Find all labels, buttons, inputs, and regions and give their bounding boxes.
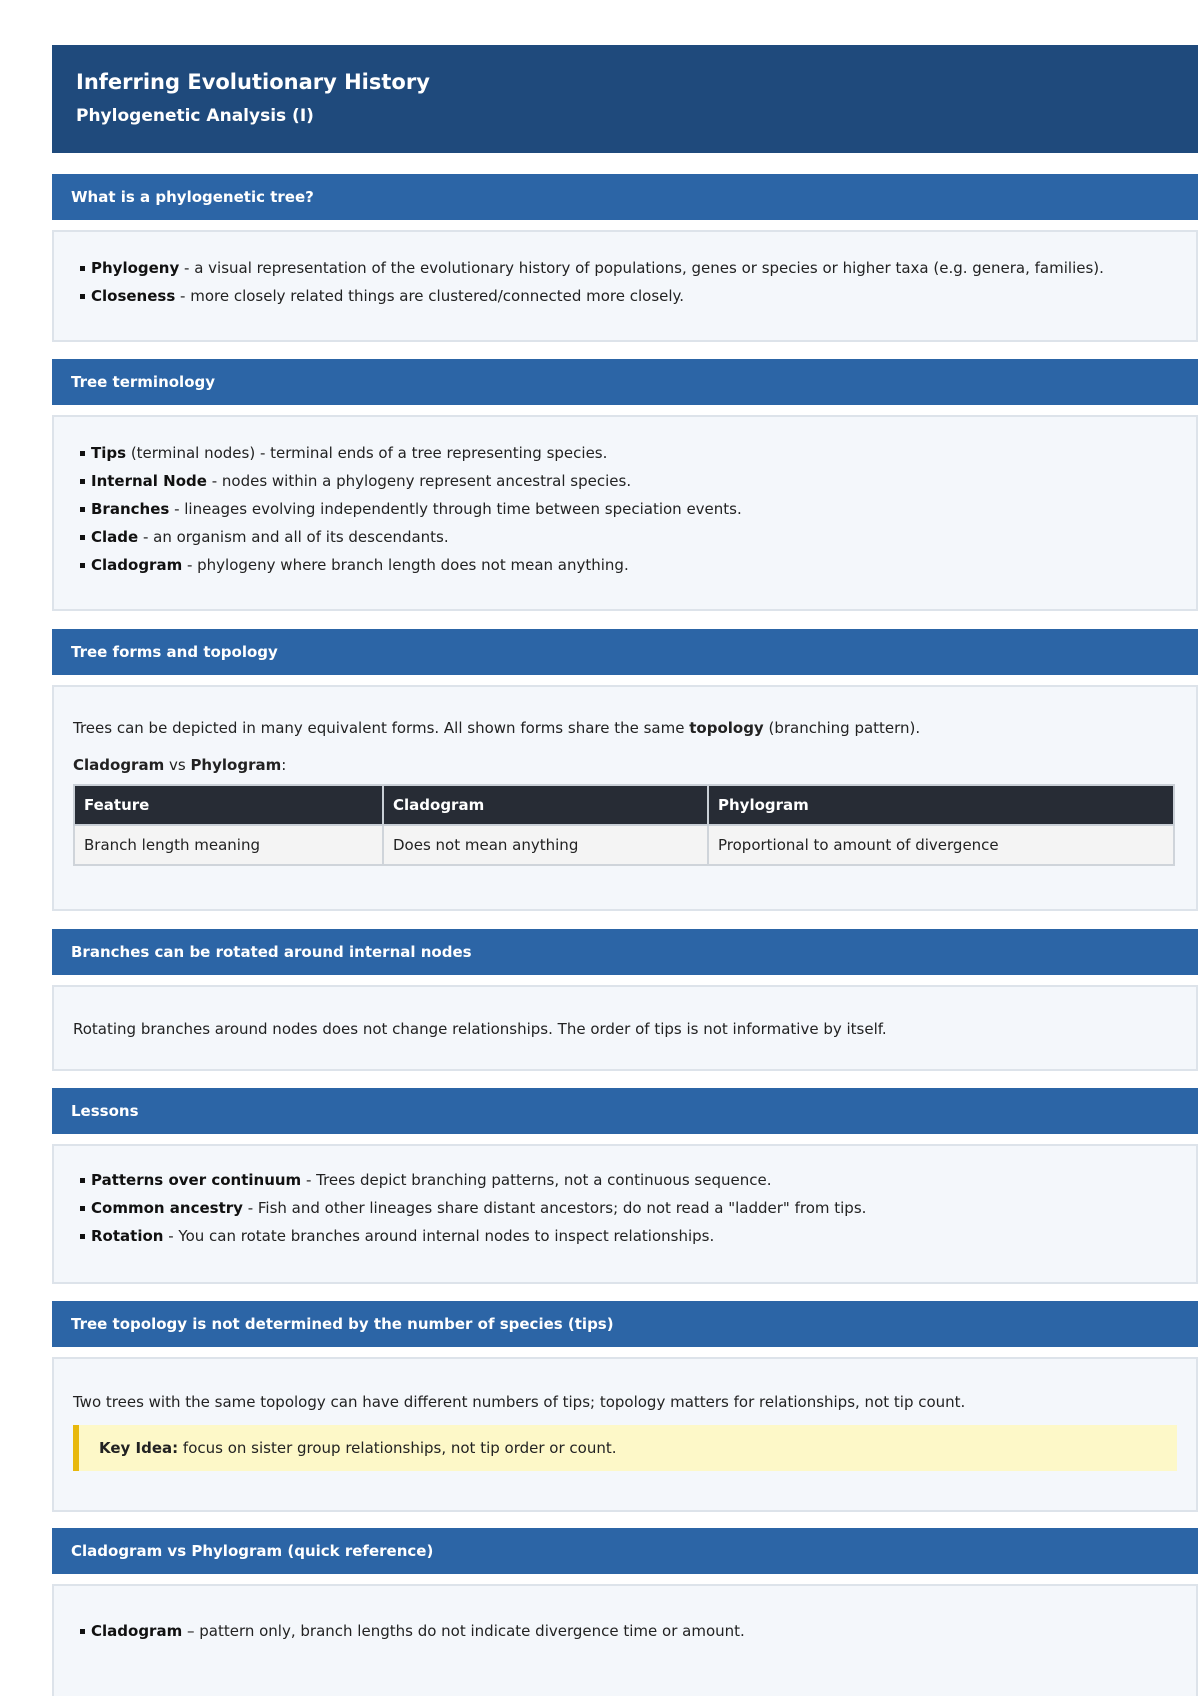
callout-text: focus on sister group relationships, not tip order or count. [178, 1439, 617, 1457]
definition: - Fish and other lineages share distant ancestors; do not read a "ladder" from tips. [242, 1199, 867, 1217]
section-body-lessons [52, 1144, 1198, 1284]
section-body-quick-reference [52, 1584, 1198, 1696]
rotation-text: Rotating branches around nodes does not change relationships. The order of tips is not informative by itself. [73, 1020, 887, 1038]
table-header-row [74, 785, 1174, 825]
definition: - nodes within a phylogeny represent ancestral species. [206, 472, 632, 490]
term: Internal Node [91, 472, 207, 490]
list-item [73, 523, 1177, 551]
definition: - more closely related things are clustered/connected more closely. [175, 287, 685, 305]
list-item [73, 1166, 1177, 1194]
list-item [73, 439, 1177, 467]
section-heading-tree-forms: Tree forms and topology [52, 629, 1198, 675]
list-item [73, 495, 1177, 523]
compare-b: Phylogram [190, 756, 282, 774]
definition: - You can rotate branches around internal nodes to inspect relationships. [163, 1227, 715, 1245]
compare-colon: : [281, 756, 287, 774]
table-cell: Does not mean anything [383, 825, 708, 865]
list-item [73, 551, 1177, 579]
comparison-table [73, 784, 1175, 866]
intro-text: Trees can be depicted in many equivalent forms. All shown forms share the same [73, 719, 690, 737]
term: Closeness [91, 287, 176, 305]
section-heading-tree-terminology: Tree terminology [52, 359, 1198, 405]
table-cell: Branch length meaning [74, 825, 383, 865]
definition: (terminal nodes) - terminal ends of a tree representing species. [126, 444, 608, 462]
table-header: Cladogram [383, 785, 708, 825]
page-header [52, 45, 1198, 153]
section-body-tree-forms [52, 685, 1198, 911]
list-item [73, 467, 1177, 495]
page-title: Inferring Evolutionary History [76, 70, 430, 94]
callout-label: Key Idea: [99, 1439, 179, 1457]
compare-a: Cladogram [73, 756, 165, 774]
section-heading-quick-reference: Cladogram vs Phylogram (quick reference) [52, 1528, 1198, 1574]
term: Phylogeny [91, 259, 180, 277]
topology-text: Two trees with the same topology can have different numbers of tips; topology matters for relationships, not tip count. [73, 1393, 966, 1411]
table-row [74, 825, 1174, 865]
term: Cladogram [91, 1622, 183, 1640]
section-body-phylogenetic-tree [52, 230, 1198, 342]
section-heading-lessons: Lessons [52, 1088, 1198, 1134]
list-item [73, 282, 1177, 310]
term: Tips [91, 444, 127, 462]
definition: - lineages evolving independently through time between speciation events. [169, 500, 742, 518]
definition: – pattern only, branch lengths do not indicate divergence time or amount. [182, 1622, 745, 1640]
definition: - an organism and all of its descendants. [138, 528, 449, 546]
section-body-topology-tips [52, 1357, 1198, 1512]
term: Common ancestry [91, 1199, 243, 1217]
term: Rotation [91, 1227, 164, 1245]
term: Branches [91, 500, 170, 518]
term: Clade [91, 528, 139, 546]
term: Patterns over continuum [91, 1171, 302, 1189]
table-header: Phylogram [708, 785, 1174, 825]
table-header: Feature [74, 785, 383, 825]
definition: - phylogeny where branch length does not mean anything. [182, 556, 629, 574]
table-cell: Proportional to amount of divergence [708, 825, 1174, 865]
section-body-tree-terminology [52, 415, 1198, 611]
section-heading-phylogenetic-tree: What is a phylogenetic tree? [52, 174, 1198, 220]
compare-vs: vs [164, 756, 191, 774]
definition: - Trees depict branching patterns, not a continuous sequence. [301, 1171, 772, 1189]
intro-bold: topology [689, 719, 764, 737]
list-item [73, 254, 1177, 282]
tree-forms-intro [73, 717, 1177, 739]
list-item [73, 1222, 1177, 1250]
definition: - a visual representation of the evolutionary history of populations, genes or species or higher taxa (e.g. genera, families). [179, 259, 1104, 277]
key-idea-callout [73, 1425, 1177, 1471]
term: Cladogram [91, 556, 183, 574]
list-item [73, 1617, 1177, 1645]
compare-label [73, 754, 1177, 776]
section-heading-topology-tips: Tree topology is not determined by the number of species (tips) [52, 1301, 1198, 1347]
section-body-rotation [52, 985, 1198, 1071]
section-heading-rotation: Branches can be rotated around internal nodes [52, 929, 1198, 975]
intro-text-end: (branching pattern). [763, 719, 921, 737]
page-subtitle: Phylogenetic Analysis (I) [76, 106, 314, 126]
list-item [73, 1194, 1177, 1222]
